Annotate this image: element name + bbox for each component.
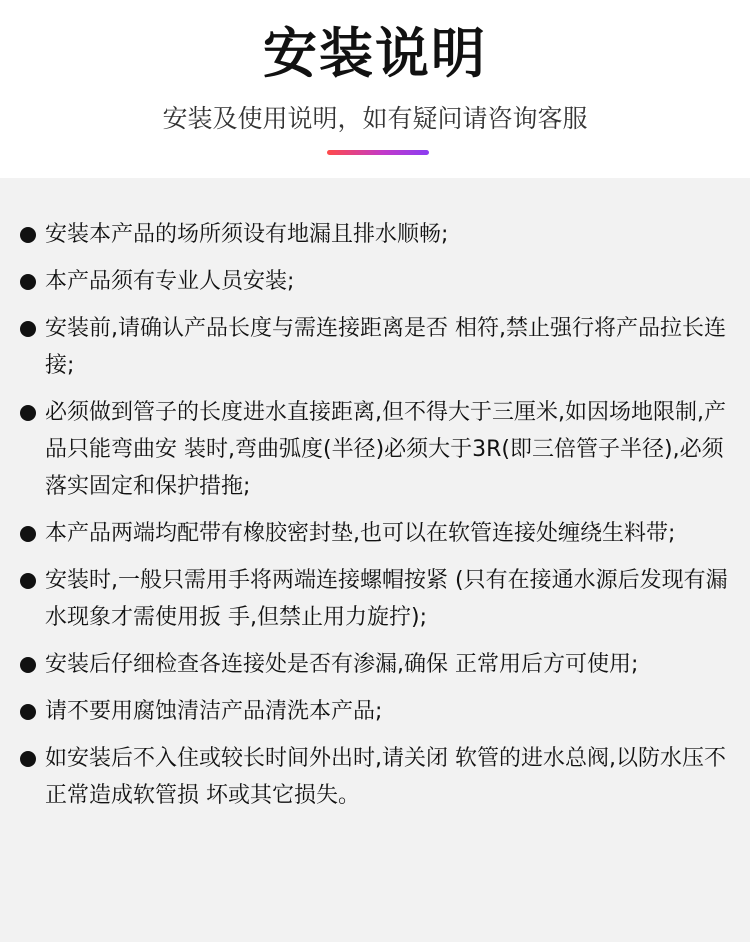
instruction-text: 请不要用腐蚀清洁产品清洗本产品; xyxy=(45,699,383,724)
title-underline-decoration xyxy=(327,150,429,155)
bullet-icon xyxy=(20,274,36,290)
instruction-item xyxy=(20,562,738,636)
instruction-text: 本产品须有专业人员安装; xyxy=(45,269,295,294)
page-title: 安装说明 xyxy=(263,22,487,85)
instruction-text: 安装后仔细检查各连接处是否有渗漏,确保 正常用后方可使用; xyxy=(45,652,639,677)
bullet-icon xyxy=(20,657,36,673)
instruction-text: 必须做到管子的长度进水直接距离,但不得大于三厘米,如因场地限制,产品只能弯曲安 装时,弯曲弧度(半径)必须大于3R(即三倍管子半径),必须落实固定和保护措拖; xyxy=(45,400,726,499)
instruction-item xyxy=(20,216,738,253)
instruction-text: 安装时,一般只需用手将两端连接螺帽按紧 (只有在接通水源后发现有漏水现象才需使用扳 手,但禁止用力旋拧); xyxy=(45,568,728,630)
instructions-panel xyxy=(0,178,750,942)
instruction-item xyxy=(20,515,738,552)
bullet-icon xyxy=(20,704,36,720)
instruction-item xyxy=(20,263,738,300)
instruction-text: 安装本产品的场所须设有地漏且排水顺畅; xyxy=(45,222,449,247)
instruction-item xyxy=(20,740,738,814)
instruction-text: 如安装后不入住或较长时间外出时,请关闭 软管的进水总阀,以防水压不正常造成软管损 坏或其它损失。 xyxy=(45,746,726,808)
bullet-icon xyxy=(20,227,36,243)
bullet-icon xyxy=(20,573,36,589)
instruction-text: 本产品两端均配带有橡胶密封垫,也可以在软管连接处缠绕生料带; xyxy=(45,521,676,546)
bullet-icon xyxy=(20,405,36,421)
header xyxy=(0,0,750,178)
bullet-icon xyxy=(20,751,36,767)
instruction-item xyxy=(20,646,738,683)
bullet-icon xyxy=(20,526,36,542)
instructions-list xyxy=(20,216,738,824)
instruction-item xyxy=(20,310,738,384)
instruction-item xyxy=(20,394,738,505)
instruction-item xyxy=(20,693,738,730)
bullet-icon xyxy=(20,321,36,337)
page-subtitle: 安装及使用说明，如有疑问请咨询客服 xyxy=(162,104,588,133)
instruction-text: 安装前,请确认产品长度与需连接距离是否 相符,禁止强行将产品拉长连接; xyxy=(45,316,726,378)
